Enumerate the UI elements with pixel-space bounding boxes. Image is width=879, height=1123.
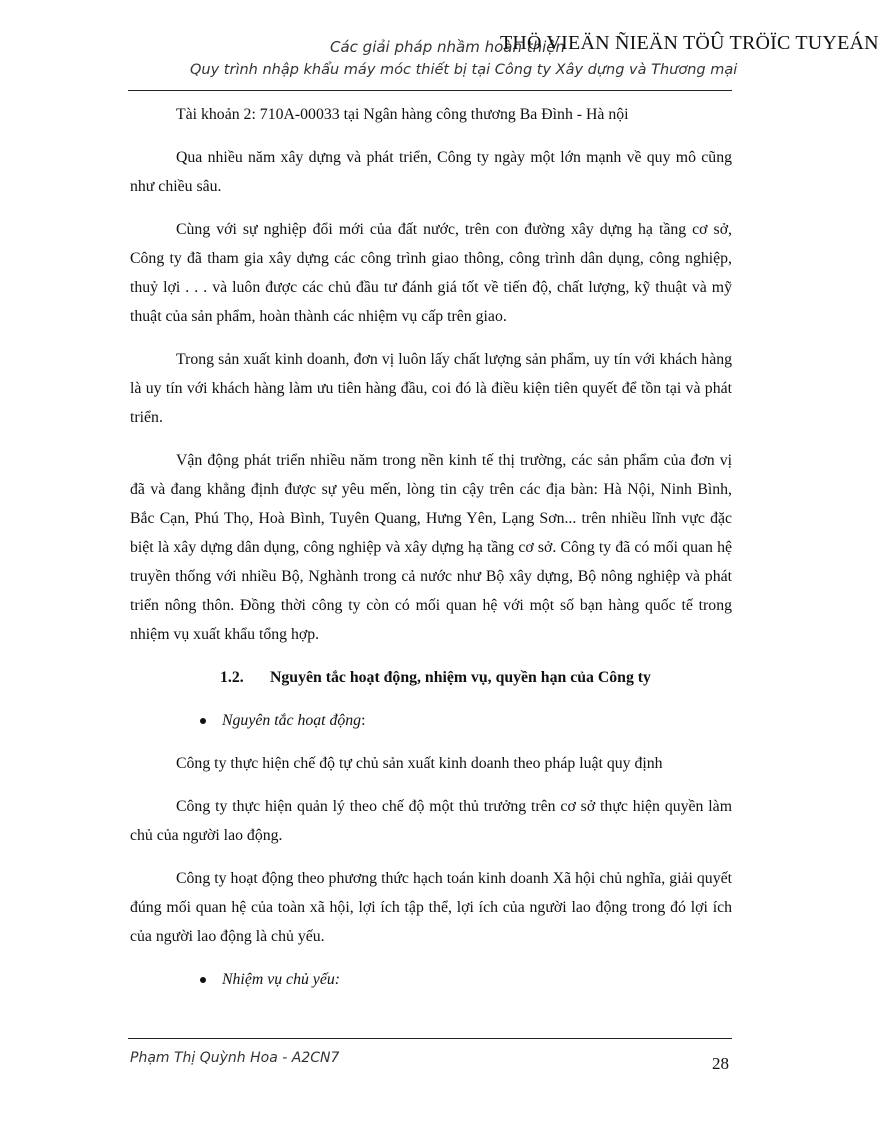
bullet-icon bbox=[200, 718, 206, 724]
section-title: Nguyên tắc hoạt động, nhiệm vụ, quyền hạn của Công ty bbox=[270, 669, 651, 686]
bullet-icon bbox=[200, 977, 206, 983]
paragraph: Qua nhiều năm xây dựng và phát triển, Công ty ngày một lớn mạnh về quy mô cũng như chiều sâu. bbox=[130, 149, 732, 195]
footer-author: Phạm Thị Quỳnh Hoa - A2CN7 bbox=[130, 1050, 340, 1066]
section-number: 1.2. bbox=[220, 669, 244, 686]
bullet-label: Nguyên tắc hoạt động bbox=[222, 712, 362, 729]
paragraph: Công ty thực hiện chế độ tự chủ sản xuất kinh doanh theo pháp luật quy định bbox=[176, 755, 663, 772]
body-content bbox=[130, 100, 732, 1008]
paragraph: Vận động phát triển nhiều năm trong nền kinh tế thị trường, các sản phẩm của đơn vị đã và đang khẳng định được sự yêu mến, lòng tin cậy trên các địa bàn: Hà Nội, Ninh Bình, Bắc Cạn, Phú Thọ, Hoà Bình, Tuyên Quang, Hưng Yên, Lạng Sơn... trên nhiều lĩnh vực đặc biệt là xây dựng dân dụng, công nghiệp và xây dựng hạ tầng cơ sở. Công ty đã có mối quan hệ truyền thống với nhiều Bộ, Nghành trong cả nước như Bộ xây dựng, Bộ nông nghiệp và phát triển nông thôn. Đồng thời công ty còn có mối quan hệ với một số bạn hàng quốc tế trong nhiệm vụ xuất khẩu tổng hợp. bbox=[130, 452, 732, 643]
paragraph: Công ty hoạt động theo phương thức hạch toán kinh doanh Xã hội chủ nghĩa, giải quyết đúng mối quan hệ của toàn xã hội, lợi ích tập thể, lợi ích của người lao động trong đó lợi ích của người lao động là chủ yếu. bbox=[130, 870, 732, 945]
page-number: 28 bbox=[712, 1054, 729, 1073]
header-subtitle: Các giải pháp nhầm hoàn thiện bbox=[330, 38, 566, 56]
paragraph-account: Tài khoản 2: 710A-00033 tại Ngân hàng công thương Ba Đình - Hà nội bbox=[176, 106, 629, 123]
header-divider bbox=[128, 90, 732, 91]
bullet-item bbox=[130, 965, 732, 994]
bullet-label: Nhiệm vụ chủ yếu: bbox=[222, 971, 340, 988]
bullet-colon: : bbox=[361, 712, 366, 729]
footer-divider bbox=[128, 1038, 732, 1039]
bullet-item bbox=[130, 706, 732, 735]
header-watermark: THÖ VIEÄN ÑIEÄN TÖÛ TRÖÏC TUYEÁN bbox=[500, 32, 879, 54]
paragraph: Trong sản xuất kinh doanh, đơn vị luôn lấy chất lượng sản phẩm, uy tín với khách hàng là uy tín với khách hàng làm ưu tiên hàng đầu, coi đó là điều kiện tiên quyết để tồn tại và phát triển. bbox=[130, 351, 732, 426]
header-title: Quy trình nhập khẩu máy móc thiết bị tại Công ty Xây dựng và Thương mại bbox=[190, 62, 738, 78]
paragraph: Cùng với sự nghiệp đổi mới của đất nước, trên con đường xây dựng hạ tầng cơ sở, Công ty đã tham gia xây dựng các công trình giao thông, công trình dân dụng, công nghiệp, thuỷ lợi . . . và luôn được các chủ đầu tư đánh giá tốt về tiến độ, chất lượng, kỹ thuật và mỹ thuật của sản phẩm, hoàn thành các nhiệm vụ cấp trên giao. bbox=[130, 221, 732, 325]
paragraph: Công ty thực hiện quản lý theo chế độ một thủ trưởng trên cơ sở thực hiện quyền làm chủ của người lao động. bbox=[130, 798, 732, 844]
section-heading bbox=[130, 663, 732, 692]
